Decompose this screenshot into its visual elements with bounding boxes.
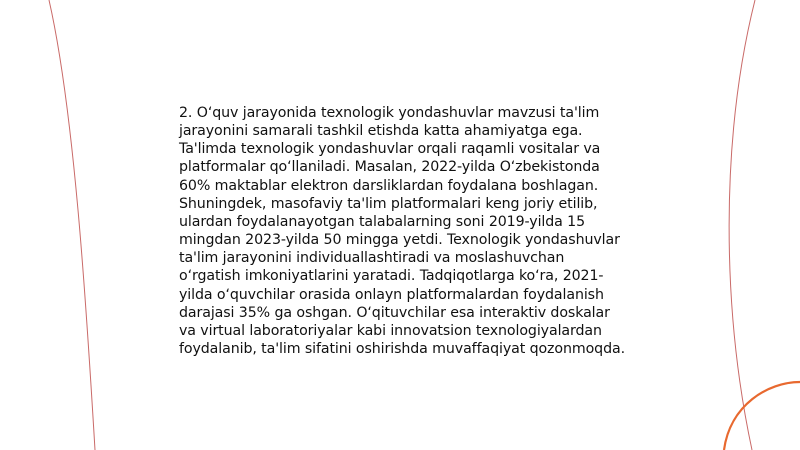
right-accent-arc bbox=[724, 382, 800, 450]
left-thin-curve bbox=[49, 0, 95, 450]
right-thin-curve bbox=[729, 0, 755, 450]
body-paragraph: 2. O‘quv jarayonida texnologik yondashuvlar mavzusi ta'lim jarayonini samarali tashkil etishda katta ahamiyatga ega. Ta'limda texnologik yondashuvlar orqali raqamli vositalar va platformalar qo‘llaniladi. Masalan, 2022-yilda O‘zbekistonda 60% maktablar elektron darsliklardan foydalana boshlagan. Shuningdek, masofaviy ta'lim platformalari keng joriy etilib, ulardan foydalanayotgan talabalarning soni 2019-yilda 15 mingdan 2023-yilda 50 mingga yetdi. Texnologik yondashuvlar ta'lim jarayonini individuallashtiradi va moslashuvchan o‘rgatish imkoniyatlarini yaratadi. Tadqiqotlarga ko‘ra, 2021-yilda o‘quvchilar orasida onlayn platformalardan foydalanish darajasi 35% ga oshgan. O‘qituvchilar esa interaktiv doskalar va virtual laboratoriyalar kabi innovatsion texnologiyalardan foydalanib, ta'lim sifatini oshirishda muvaffaqiyat qozonmoqda. bbox=[179, 105, 625, 358]
